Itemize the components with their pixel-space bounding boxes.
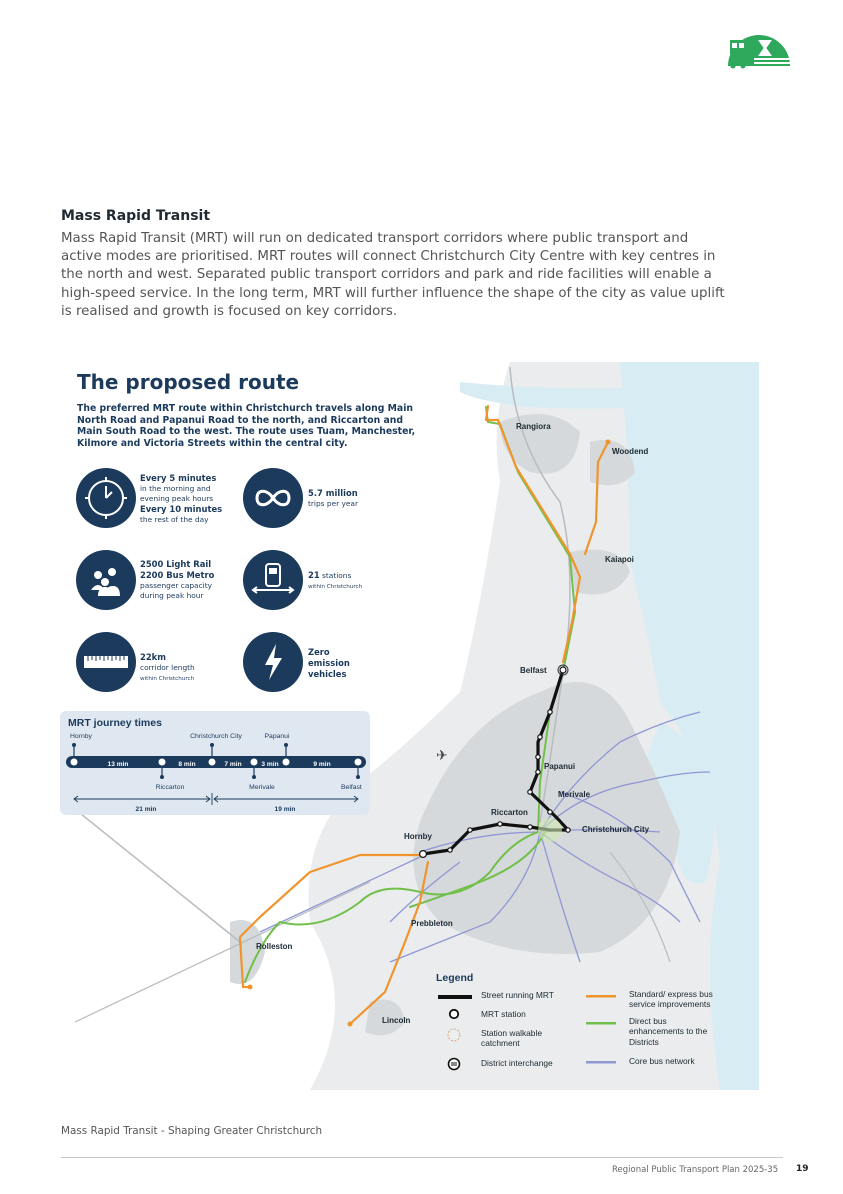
stop-riccarton: Riccarton [155, 784, 185, 791]
lightning-icon [243, 632, 303, 692]
ruler-icon [76, 632, 136, 692]
place-papanui: Papanui [544, 762, 576, 771]
total-time: 21 min [135, 806, 157, 813]
place-christchurch: Christchurch City [582, 825, 650, 834]
segment-time: 13 min [107, 761, 129, 768]
place-woodend: Woodend [612, 447, 649, 456]
segment-time: 9 min [313, 761, 331, 768]
svg-text:✈: ✈ [436, 748, 448, 764]
infographic-description: The preferred MRT route within Christchurch travels along Main North Road and Papanui Road to the north, and Riccarton and Main South Road to the west. The route uses Tuam, Manchester, Kilmore and Victoria Streets within the central city. [77, 403, 416, 449]
stat-stations: 21 stations within Christchurch [308, 570, 363, 590]
place-rolleston: Rolleston [256, 942, 293, 951]
brand-logo-icon [724, 26, 794, 70]
infographic-title: The proposed route [77, 370, 300, 394]
footer-document-title: Regional Public Transport Plan 2025-35 [612, 1165, 779, 1175]
place-riccarton: Riccarton [491, 808, 528, 817]
legend-core-bus: Core bus network [629, 1056, 695, 1066]
legend-direct-bus: Direct bus enhancements to the Districts [629, 1016, 708, 1047]
legend-street-mrt: Street running MRT [481, 990, 554, 1000]
route-infographic [60, 362, 759, 1090]
place-prebbleton: Prebbleton [411, 919, 453, 928]
stat-trips: 5.7 million trips per year [308, 488, 358, 508]
section-heading: Mass Rapid Transit [61, 208, 211, 224]
legend-title: Legend [436, 972, 474, 984]
segment-time: 7 min [224, 761, 242, 768]
stop-merivale: Merivale [249, 784, 275, 791]
legend-mrt-station: MRT station [481, 1009, 526, 1019]
stop-belfast: Belfast [341, 784, 362, 791]
place-merivale: Merivale [558, 790, 591, 799]
segment-time: 3 min [261, 761, 279, 768]
stat-corridor: 22km corridor length within Christchurch [140, 652, 195, 682]
clock-icon [76, 468, 136, 528]
stop-christchurch: Christchurch City [190, 733, 242, 740]
journey-times-title: MRT journey times [68, 717, 162, 729]
place-hornby: Hornby [404, 832, 432, 841]
place-kaiapoi: Kaiapoi [605, 555, 634, 564]
stat-capacity: 2500 Light Rail 2200 Bus Metro passenger capacity during peak hour [140, 559, 215, 600]
footer-caption: Mass Rapid Transit - Shaping Greater Christchurch [61, 1125, 323, 1137]
map-legend [436, 972, 756, 1082]
place-rangiora: Rangiora [516, 422, 551, 431]
legend-standard-bus: Standard/ express bus service improvements [629, 989, 713, 1010]
stop-hornby: Hornby [70, 733, 92, 740]
legend-walkable: Station walkable catchment [481, 1028, 542, 1049]
legend-interchange: District interchange [481, 1058, 553, 1068]
place-belfast: Belfast [520, 666, 547, 675]
tram-icon [243, 550, 303, 610]
footer-divider [61, 1157, 783, 1158]
page-number: 19 [796, 1164, 809, 1174]
place-lincoln: Lincoln [382, 1016, 411, 1025]
stat-emission: Zero emission vehicles [308, 647, 350, 679]
infinity-icon [243, 468, 303, 528]
journey-times-box [60, 711, 370, 815]
stat-frequency: Every 5 minutes in the morning and evening peak hours Every 10 minutes the rest of the day [140, 473, 223, 524]
intro-paragraph: Mass Rapid Transit (MRT) will run on dedicated transport corridors where public transport and active modes are prioritised. MRT routes will connect Christchurch City Centre with key centres in the north and west. Separated public transport corridors and park and ride facilities will enable a high-speed service. In the long term, MRT will further influence the shape of the city as value uplift is realised and growth is focused on key corridors. [61, 231, 725, 319]
total-time: 19 min [274, 806, 296, 813]
segment-time: 8 min [178, 761, 196, 768]
stop-papanui: Papanui [264, 733, 290, 740]
people-icon [76, 550, 136, 610]
